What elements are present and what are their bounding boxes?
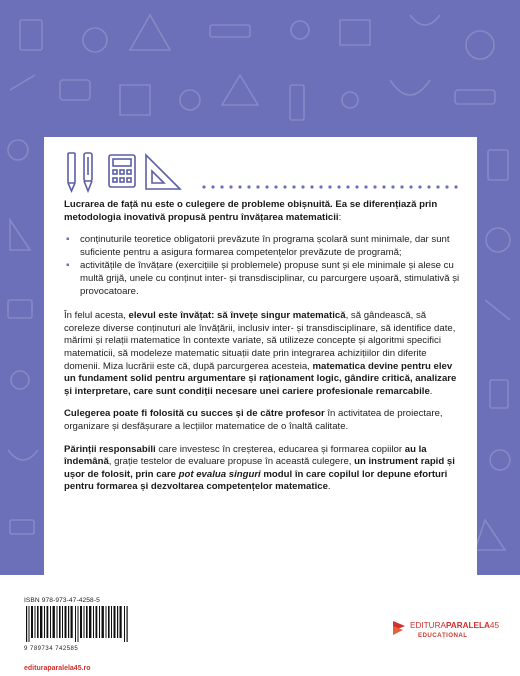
intro-paragraph <box>64 199 462 224</box>
publisher-logo <box>392 619 502 653</box>
header-icons-row <box>64 151 464 195</box>
text-run: , grație testelor de evaluare propuse în această culegere, <box>108 456 355 468</box>
body-text <box>64 199 462 504</box>
isbn-text: ISBN 978-973-47-4258-5 <box>24 597 100 604</box>
text-bold-run: Părinții responsabili <box>64 443 156 455</box>
website-link[interactable]: editurаparalela45.ro <box>24 665 91 672</box>
text-run: care investesc în creșterea, educarea și formarea copiilor <box>155 443 405 455</box>
bullet-list <box>64 234 462 298</box>
pencil-icon <box>68 153 75 191</box>
publisher-name <box>410 621 499 630</box>
publisher-number: 45 <box>489 621 500 630</box>
barcode-digits: 9 789734 742585 <box>24 646 79 652</box>
text-run: , să gândească, să coreleze diverse conținuturi ale învățării, inclusiv inter- și transdisciplinare, să identifice date, mărimi și relații matematice în contexte variate, să utilizeze concepte și algoritmi specifici matematicii, să modeleze matematic situații date prin integrarea achizițiilor din diferite domenii. Miza lucrării este că, după parcurgerea acesteia, <box>64 310 456 372</box>
publisher-prefix: EDITURA <box>410 621 446 630</box>
text-run: . <box>429 385 433 397</box>
text-bold-run: Culegerea poate fi folosită cu succes și de către profesor <box>64 408 325 420</box>
bullet-item: ▪ conținuturile teoretice obligatorii prevăzute în programa școlară sunt minimale, dar sunt suficiente pentru a asigura formarea competențelor prevăzute de programă; <box>64 234 462 259</box>
content-panel <box>44 137 477 575</box>
text-run: . <box>327 481 331 493</box>
calculator-icon <box>109 155 135 187</box>
bullet-item: ▪ activitățile de învățare (exercițiile și problemele) propuse sunt și ele minimale și alese cu multă grijă, unele cu conținut inter- și transdisciplinar, cu parcurgere ușoară, stimulativă și provocatoare. <box>64 260 462 298</box>
pen-icon <box>84 153 92 191</box>
text-run: În felul acesta, <box>64 310 129 322</box>
publisher-main: PARALELA <box>445 621 490 630</box>
text-run: în activitatea de proiectare, organizare și desfășurare a lecțiilor matematice de o înaltă calitate. <box>64 408 443 432</box>
paragraph-student <box>64 310 462 398</box>
barcode <box>24 606 134 642</box>
footer <box>0 575 520 676</box>
dotted-divider <box>202 185 457 188</box>
text-bold-run: un instrument rapid și ușor de folosit, prin care <box>64 456 455 480</box>
publisher-sub: EDUCAȚIONAL <box>418 632 468 639</box>
text-bold-italic-run: pot evalua singuri <box>178 468 261 480</box>
text-bold-run: modul în care copilul lor depune eforturi pentru formarea și dezvoltarea competențelor matematice <box>64 468 448 493</box>
set-square-icon <box>146 155 180 189</box>
publisher-logo-icon <box>392 619 408 637</box>
text-bold-run: au la îndemână <box>64 443 427 468</box>
paragraph-parents <box>64 444 462 494</box>
isbn-box <box>24 597 140 661</box>
paragraph-teacher <box>64 408 462 433</box>
text-bold-run: matematica devine pentru elev un fundament solid pentru argumentare și raționament logic, gândire critică, analizare și interpretare, care sunt condiții necesare unei cariere profesionale remarcabile <box>64 360 457 397</box>
intro-bold: Lucrarea de față nu este o culegere de probleme obișnuită. Ea se diferențiază prin metodologia inovativă propusă pentru învățarea matematicii <box>64 199 438 223</box>
intro-colon: : <box>338 211 342 223</box>
text-bold-run: elevul este învățat: să învețe singur matematică <box>128 310 346 322</box>
